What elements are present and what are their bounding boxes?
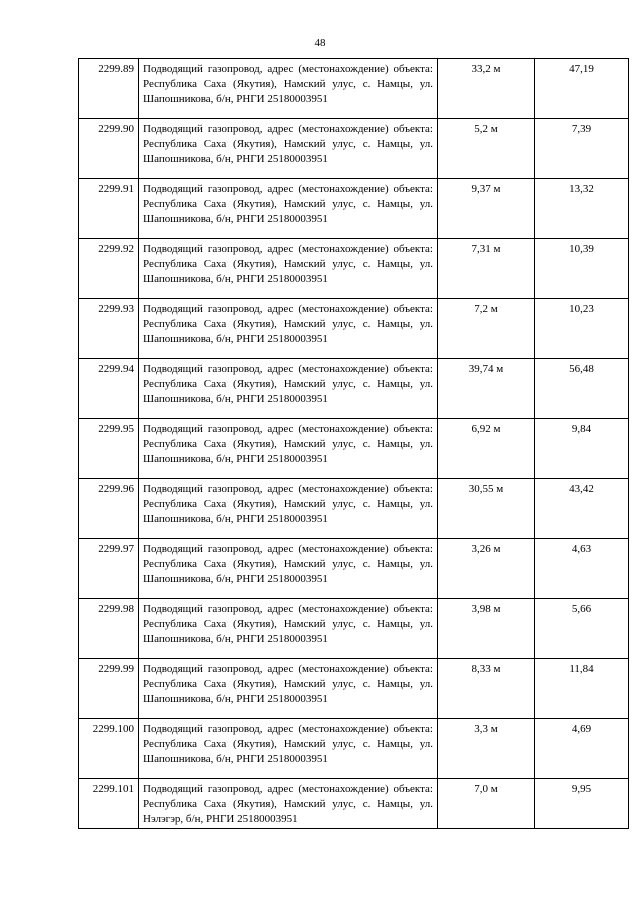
- object-value: 47,19: [535, 59, 629, 119]
- table-row: [79, 119, 629, 179]
- object-length: 30,55 м: [438, 479, 535, 539]
- object-value: 10,23: [535, 299, 629, 359]
- table-row: [79, 239, 629, 299]
- object-length: 33,2 м: [438, 59, 535, 119]
- object-value: 7,39: [535, 119, 629, 179]
- object-description: Подводящий газопровод, адрес (местонахождение) объекта: Республика Саха (Якутия), Намский улус, с. Намцы, ул. Шапошникова, б/н, РНГИ 25180003951: [139, 419, 438, 479]
- table-row: [79, 659, 629, 719]
- object-description: Подводящий газопровод, адрес (местонахождение) объекта: Республика Саха (Якутия), Намский улус, с. Намцы, ул. Шапошникова, б/н, РНГИ 25180003951: [139, 539, 438, 599]
- object-value: 9,84: [535, 419, 629, 479]
- object-description: Подводящий газопровод, адрес (местонахождение) объекта: Республика Саха (Якутия), Намский улус, с. Намцы, ул. Шапошникова, б/н, РНГИ 25180003951: [139, 179, 438, 239]
- object-value: 4,69: [535, 719, 629, 779]
- object-description: Подводящий газопровод, адрес (местонахождение) объекта: Республика Саха (Якутия), Намский улус, с. Намцы, ул. Шапошникова, б/н, РНГИ 25180003951: [139, 719, 438, 779]
- object-description: Подводящий газопровод, адрес (местонахождение) объекта: Республика Саха (Якутия), Намский улус, с. Намцы, ул. Шапошникова, б/н, РНГИ 25180003951: [139, 299, 438, 359]
- table-row: [79, 779, 629, 829]
- table-row: [79, 179, 629, 239]
- object-length: 39,74 м: [438, 359, 535, 419]
- object-value: 9,95: [535, 779, 629, 829]
- object-value: 4,63: [535, 539, 629, 599]
- object-length: 3,3 м: [438, 719, 535, 779]
- object-length: 7,31 м: [438, 239, 535, 299]
- registry-table-body: [79, 59, 629, 829]
- object-description: Подводящий газопровод, адрес (местонахождение) объекта: Республика Саха (Якутия), Намский улус, с. Намцы, ул. Шапошникова, б/н, РНГИ 25180003951: [139, 479, 438, 539]
- object-description: Подводящий газопровод, адрес (местонахождение) объекта: Республика Саха (Якутия), Намский улус, с. Намцы, ул. Шапошникова, б/н, РНГИ 25180003951: [139, 599, 438, 659]
- table-row: [79, 599, 629, 659]
- property-registry-table: [78, 58, 629, 829]
- object-description: Подводящий газопровод, адрес (местонахождение) объекта: Республика Саха (Якутия), Намский улус, с. Намцы, ул. Шапошникова, б/н, РНГИ 25180003951: [139, 659, 438, 719]
- table-row: [79, 299, 629, 359]
- table-row: [79, 719, 629, 779]
- row-number: 2299.98: [79, 599, 139, 659]
- row-number: 2299.97: [79, 539, 139, 599]
- object-description: Подводящий газопровод, адрес (местонахождение) объекта: Республика Саха (Якутия), Намский улус, с. Намцы, ул. Нэлэгэр, б/н, РНГИ 25180003951: [139, 779, 438, 829]
- row-number: 2299.95: [79, 419, 139, 479]
- table-row: [79, 479, 629, 539]
- row-number: 2299.89: [79, 59, 139, 119]
- row-number: 2299.92: [79, 239, 139, 299]
- object-length: 5,2 м: [438, 119, 535, 179]
- object-value: 13,32: [535, 179, 629, 239]
- row-number: 2299.94: [79, 359, 139, 419]
- row-number: 2299.96: [79, 479, 139, 539]
- object-value: 11,84: [535, 659, 629, 719]
- object-value: 43,42: [535, 479, 629, 539]
- object-description: Подводящий газопровод, адрес (местонахождение) объекта: Республика Саха (Якутия), Намский улус, с. Намцы, ул. Шапошникова, б/н, РНГИ 25180003951: [139, 59, 438, 119]
- object-value: 5,66: [535, 599, 629, 659]
- table-row: [79, 419, 629, 479]
- object-length: 6,92 м: [438, 419, 535, 479]
- object-length: 9,37 м: [438, 179, 535, 239]
- object-description: Подводящий газопровод, адрес (местонахождение) объекта: Республика Саха (Якутия), Намский улус, с. Намцы, ул. Шапошникова, б/н, РНГИ 25180003951: [139, 119, 438, 179]
- object-length: 7,0 м: [438, 779, 535, 829]
- row-number: 2299.93: [79, 299, 139, 359]
- object-value: 56,48: [535, 359, 629, 419]
- object-value: 10,39: [535, 239, 629, 299]
- table-row: [79, 59, 629, 119]
- row-number: 2299.100: [79, 719, 139, 779]
- row-number: 2299.91: [79, 179, 139, 239]
- row-number: 2299.101: [79, 779, 139, 829]
- object-length: 3,26 м: [438, 539, 535, 599]
- object-description: Подводящий газопровод, адрес (местонахождение) объекта: Республика Саха (Якутия), Намский улус, с. Намцы, ул. Шапошникова, б/н, РНГИ 25180003951: [139, 239, 438, 299]
- object-description: Подводящий газопровод, адрес (местонахождение) объекта: Республика Саха (Якутия), Намский улус, с. Намцы, ул. Шапошникова, б/н, РНГИ 25180003951: [139, 359, 438, 419]
- object-length: 7,2 м: [438, 299, 535, 359]
- table-row: [79, 359, 629, 419]
- row-number: 2299.90: [79, 119, 139, 179]
- row-number: 2299.99: [79, 659, 139, 719]
- object-length: 3,98 м: [438, 599, 535, 659]
- table-row: [79, 539, 629, 599]
- object-length: 8,33 м: [438, 659, 535, 719]
- page-number: 48: [314, 37, 326, 49]
